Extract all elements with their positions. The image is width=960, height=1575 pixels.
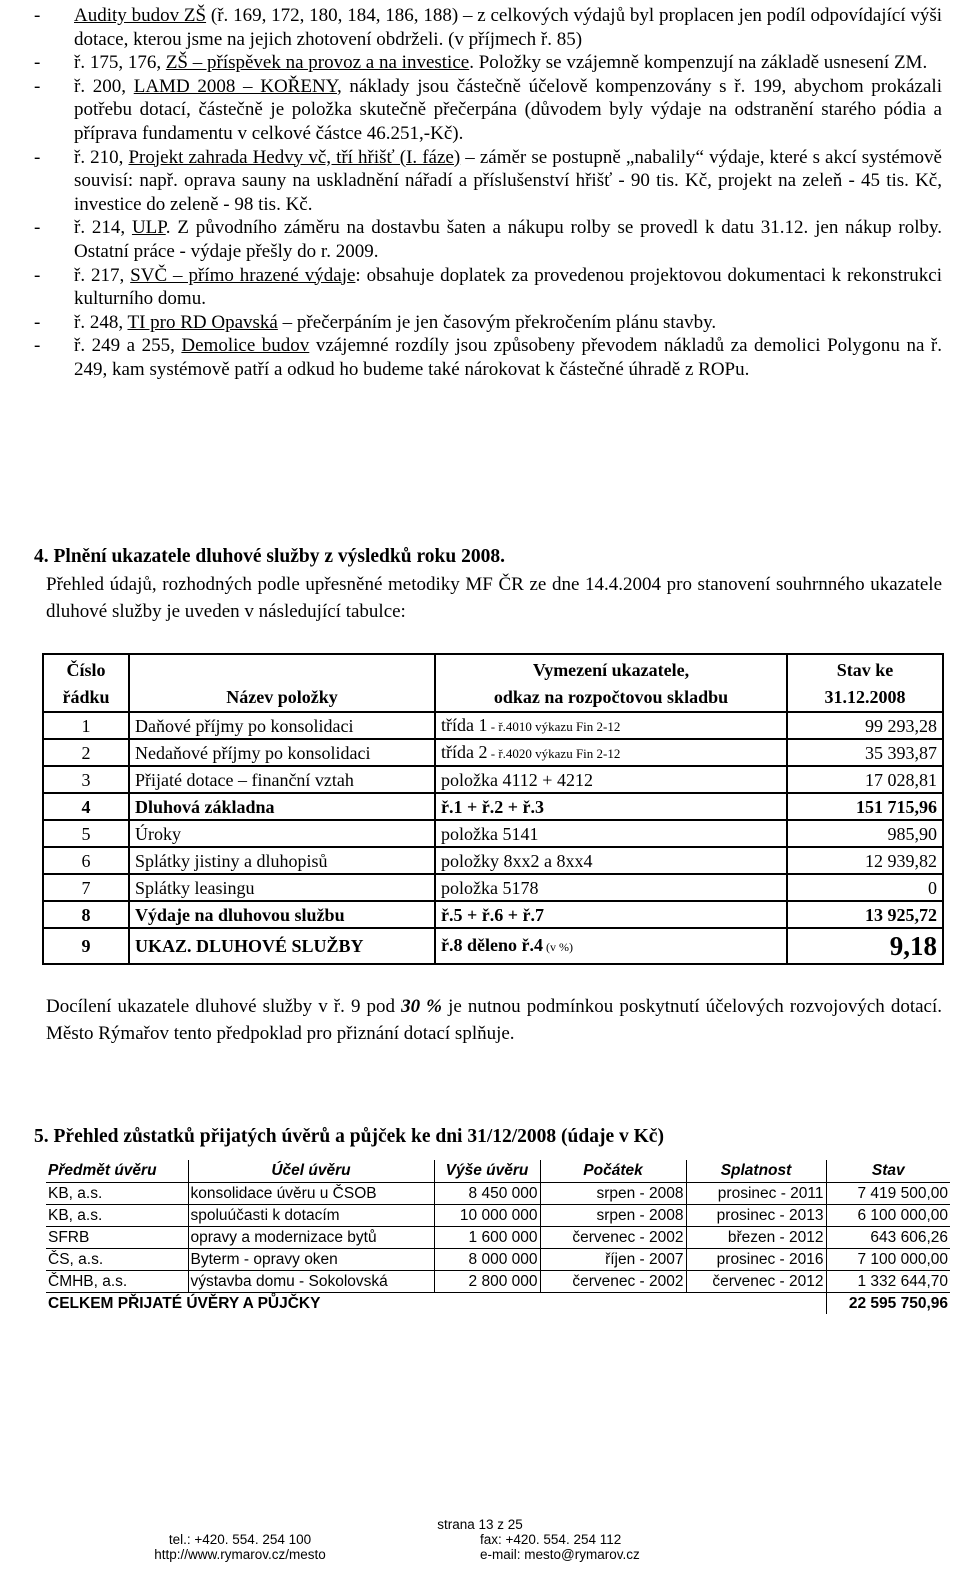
loans-col-header: Výše úvěru (434, 1160, 540, 1183)
item-value: 13 925,72 (787, 901, 943, 928)
list-item-subject: ZŠ – příspěvek na provoz a na investice (165, 52, 470, 74)
loan-cell: červenec - 2012 (686, 1271, 826, 1293)
definition-detail: - ř.4020 výkazu Fin 2-12 (487, 745, 621, 761)
list-item-subject: Projekt zahrada Hedvy vč, tří hřišť (I. fáze) (128, 146, 461, 168)
definition-main: třída 2 (441, 741, 488, 762)
item-name: Dluhová základna (129, 793, 435, 820)
list-item-text (74, 51, 942, 75)
loan-cell: 7 100 000,00 (826, 1249, 950, 1271)
table-row (46, 1227, 950, 1249)
item-name: Výdaje na dluhovou službu (129, 901, 435, 928)
list-item-fragment: . Položky se vzájemně kompenzují na základě usnesení ZM. (469, 52, 928, 74)
page-footer (0, 1517, 960, 1562)
list-item-text (74, 4, 942, 51)
item-definition (435, 901, 787, 928)
table-row (43, 847, 943, 874)
row-number: 3 (43, 766, 129, 793)
total-label: CELKEM PŘIJATÉ ÚVĚRY A PŮJČKY (46, 1293, 826, 1315)
list-dash: - (34, 217, 41, 239)
loan-cell: Byterm - opravy oken (188, 1249, 434, 1271)
list-item-fragment: ř. 248, (74, 311, 128, 333)
list-dash: - (34, 5, 41, 26)
table-row (43, 739, 943, 766)
item-definition (435, 847, 787, 874)
loan-cell: ČMHB, a.s. (46, 1271, 188, 1293)
section-4-intro: Přehled údajů, rozhodných podle upřesněné metodiky MF ČR ze dne 14.4.2004 pro stanovení souhrnného ukazatele dluhové služby je uveden v následující tabulce: (46, 574, 942, 622)
loan-cell: 10 000 000 (434, 1205, 540, 1227)
list-item (30, 146, 942, 217)
list-item-text (74, 264, 942, 311)
item-value: 0 (787, 874, 943, 901)
list-item-text (74, 311, 942, 335)
list-item-fragment: ř. 210, (74, 146, 129, 168)
list-item (30, 216, 942, 263)
header-text: Číslo (66, 660, 106, 680)
col-row-number (43, 654, 129, 712)
footer-website[interactable]: http://www.rymarov.cz/mesto (154, 1547, 326, 1562)
definition-main: položka 4112 + 4212 (441, 769, 593, 790)
col-definition (435, 654, 787, 712)
list-dash: - (34, 146, 41, 168)
loans-col-header: Účel úvěru (188, 1160, 434, 1183)
item-name: Splátky jistiny a dluhopisů (129, 847, 435, 874)
loan-cell: 2 800 000 (434, 1271, 540, 1293)
table-row (46, 1249, 950, 1271)
note-text: Docílení ukazatele dluhové služby v ř. 9 pod (46, 996, 402, 1017)
item-value: 12 939,82 (787, 847, 943, 874)
item-value: 17 028,81 (787, 766, 943, 793)
table-row-indicator (43, 928, 943, 964)
note-threshold: 30 % (401, 996, 443, 1017)
list-item (30, 51, 942, 75)
loan-cell: 8 450 000 (434, 1183, 540, 1205)
loans-col-header: Splatnost (686, 1160, 826, 1183)
table-row (43, 766, 943, 793)
header-text: řádku (62, 687, 110, 707)
loan-cell: 643 606,26 (826, 1227, 950, 1249)
note-text: je nutnou podmínkou poskytnutí účelových rozvojových dotací. Město Rýmařov tento předpoklad pro přiznání dotací splňuje. (46, 996, 943, 1044)
section-4-heading: 4. Plnění ukazatele dluhové služby z výsledků roku 2008. (34, 546, 505, 567)
header-text: 31.12.2008 (824, 687, 906, 707)
loan-cell: SFRB (46, 1227, 188, 1249)
list-item-subject: Demolice budov (181, 335, 310, 357)
table-row (43, 874, 943, 901)
definition-main: ř.8 děleno ř.4 (441, 935, 543, 955)
item-name: Splátky leasingu (129, 874, 435, 901)
loans-col-header: Počátek (540, 1160, 686, 1183)
footer-phone: tel.: +420. 554. 254 100 (168, 1532, 312, 1547)
loan-cell: spoluúčasti k dotacím (188, 1205, 434, 1227)
item-name: Nedaňové příjmy po konsolidaci (129, 739, 435, 766)
list-item-fragment: , náklady jsou částečně účelově kompenzovány s ř. 199, abychom prokázali potřebu dotací, částečně je položka skutečně přečerpána (důvodem byly výdaje na odstranění starého pódia a příprava fundamentu v celkové částce 46.251,-Kč). (74, 75, 942, 144)
row-number: 9 (43, 928, 129, 964)
loan-cell: 7 419 500,00 (826, 1183, 950, 1205)
row-number: 2 (43, 739, 129, 766)
table-row (43, 820, 943, 847)
list-item-subject: TI pro RD Opavská (127, 311, 278, 333)
definition-main: třída 1 (441, 714, 488, 735)
item-name: Daňové příjmy po konsolidaci (129, 712, 435, 739)
footer-email[interactable]: e-mail: mesto@rymarov.cz (480, 1547, 640, 1562)
list-item-text (74, 334, 942, 381)
table-row (46, 1271, 950, 1293)
list-item (30, 75, 942, 146)
item-definition (435, 874, 787, 901)
definition-main: ř.1 + ř.2 + ř.3 (441, 796, 544, 817)
list-item-fragment: (ř. 169, 172, 180, 184, 186, 188) – z celkových výdajů byl proplacen jen podíl odpovídající výši dotace, kterou jsme na jejich zhotovení obdrželi. (v příjmech ř. 85) (74, 5, 943, 50)
list-item-subject: Audity budov ZŠ (74, 5, 207, 26)
definition-main: položka 5141 (441, 823, 539, 844)
item-value: 985,90 (787, 820, 943, 847)
loans-header-row (46, 1160, 950, 1183)
list-item-text (74, 146, 942, 217)
item-definition (435, 928, 787, 964)
list-item-fragment: ř. 217, (74, 264, 131, 286)
budget-notes-list (30, 4, 942, 382)
loan-cell: KB, a.s. (46, 1183, 188, 1205)
list-item-subject: LAMD 2008 – KOŘENY (133, 75, 337, 97)
loan-cell: 1 332 644,70 (826, 1271, 950, 1293)
definition-detail: (v %) (542, 940, 573, 954)
item-name: Přijaté dotace – finanční vztah (129, 766, 435, 793)
loan-cell: 1 600 000 (434, 1227, 540, 1249)
list-item-text (74, 216, 942, 263)
list-item-fragment: ř. 249 a 255, (74, 335, 182, 357)
list-item-fragment: vzájemné rozdíly jsou způsobeny převodem nákladů za demolici Polygonu na ř. 249, kam systémově patří a odkud ho budeme také nárokovat k částečné úhradě z ROPu. (74, 335, 942, 380)
loans-col-header: Předmět úvěru (46, 1160, 188, 1183)
loan-cell: ČS, a.s. (46, 1249, 188, 1271)
loan-cell: výstavba domu - Sokolovská (188, 1271, 434, 1293)
loan-cell: 6 100 000,00 (826, 1205, 950, 1227)
list-item-fragment: ř. 214, (74, 217, 132, 239)
item-definition (435, 739, 787, 766)
header-text: odkaz na rozpočtovou skladbu (493, 687, 729, 707)
list-item-text (74, 75, 942, 146)
table-row (43, 793, 943, 820)
loans-table (46, 1160, 950, 1314)
loan-cell: konsolidace úvěru u ČSOB (188, 1183, 434, 1205)
list-item-fragment: – přečerpáním je jen časovým překročením plánu stavby. (277, 311, 717, 333)
definition-detail: - ř.4010 výkazu Fin 2-12 (487, 718, 621, 734)
section-4-note (46, 993, 942, 1047)
list-item (30, 311, 942, 335)
row-number: 4 (43, 793, 129, 820)
loan-cell: prosinec - 2016 (686, 1249, 826, 1271)
col-state (787, 654, 943, 712)
table-row (43, 712, 943, 739)
item-value: 99 293,28 (787, 712, 943, 739)
loan-cell: srpen - 2008 (540, 1183, 686, 1205)
list-item (30, 334, 942, 381)
header-text: Stav ke (836, 660, 894, 680)
list-item-fragment: ř. 200, (74, 75, 134, 97)
list-item-fragment: – záměr se postupně „nabalily“ výdaje, které s akcí systémově souvisí: např. oprava sauny na uskladnění nářadí a příslušenství hřišť - 90 tis. Kč, projekt na zeleň - 45 tis. Kč, investice do zeleně - 98 tis. Kč. (74, 146, 942, 215)
item-definition (435, 820, 787, 847)
definition-main: položka 5178 (441, 877, 539, 898)
list-dash: - (34, 52, 41, 74)
footer-fax: fax: +420. 554. 254 112 (480, 1532, 622, 1547)
table-row (46, 1205, 950, 1227)
row-number: 1 (43, 712, 129, 739)
item-definition (435, 712, 787, 739)
loan-cell: červenec - 2002 (540, 1271, 686, 1293)
header-text: Název položky (226, 687, 338, 707)
total-value: 22 595 750,96 (848, 1294, 948, 1312)
item-name: Úroky (129, 820, 435, 847)
list-dash: - (34, 264, 41, 286)
page-number: strana 13 z 25 (437, 1517, 523, 1532)
item-value: 35 393,87 (787, 739, 943, 766)
list-dash: - (34, 335, 41, 357)
loan-cell: srpen - 2008 (540, 1205, 686, 1227)
loans-total-row (46, 1293, 950, 1315)
list-item-fragment: . Z původního záměru na dostavbu šaten a nákupu rolby se provedl k datu 31.12. jen nákup rolby. Ostatní práce - výdaje přešly do r. 2009. (74, 217, 942, 262)
list-item-fragment: : obsahuje doplatek za provedenou projektovou dokumentaci k rekonstrukci kulturního domu. (74, 264, 942, 310)
item-definition (435, 793, 787, 820)
section-5-heading: 5. Přehled zůstatků přijatých úvěrů a půjček ke dni 31/12/2008 (údaje v Kč) (34, 1126, 664, 1147)
loan-cell: říjen - 2007 (540, 1249, 686, 1271)
loan-cell: březen - 2012 (686, 1227, 826, 1249)
item-value: 151 715,96 (787, 793, 943, 820)
table-row (46, 1183, 950, 1205)
definition-main: položky 8xx2 a 8xx4 (441, 850, 593, 871)
row-number: 5 (43, 820, 129, 847)
list-item-subject: SVČ – přímo hrazené výdaje (130, 264, 356, 286)
list-item (30, 264, 942, 311)
item-definition (435, 766, 787, 793)
loan-cell: opravy a modernizace bytů (188, 1227, 434, 1249)
row-number: 8 (43, 901, 129, 928)
list-item-subject: ULP (131, 217, 166, 239)
table-row (43, 901, 943, 928)
row-number: 6 (43, 847, 129, 874)
table-header-row (43, 654, 943, 712)
row-number: 7 (43, 874, 129, 901)
loan-cell: prosinec - 2011 (686, 1183, 826, 1205)
indicator-value: 9,18 (787, 928, 943, 964)
col-item-name (129, 654, 435, 712)
loan-cell: 8 000 000 (434, 1249, 540, 1271)
loans-col-header: Stav (826, 1160, 950, 1183)
loan-cell: prosinec - 2013 (686, 1205, 826, 1227)
item-name: UKAZ. DLUHOVÉ SLUŽBY (129, 928, 435, 964)
list-item-fragment: ř. 175, 176, (74, 52, 166, 74)
list-dash: - (34, 75, 41, 97)
loan-cell: červenec - 2002 (540, 1227, 686, 1249)
loan-cell: KB, a.s. (46, 1205, 188, 1227)
list-item (30, 4, 942, 51)
list-dash: - (34, 311, 41, 333)
header-text: Vymezení ukazatele, (532, 660, 690, 680)
debt-service-table (42, 653, 944, 965)
definition-main: ř.5 + ř.6 + ř.7 (441, 904, 544, 925)
